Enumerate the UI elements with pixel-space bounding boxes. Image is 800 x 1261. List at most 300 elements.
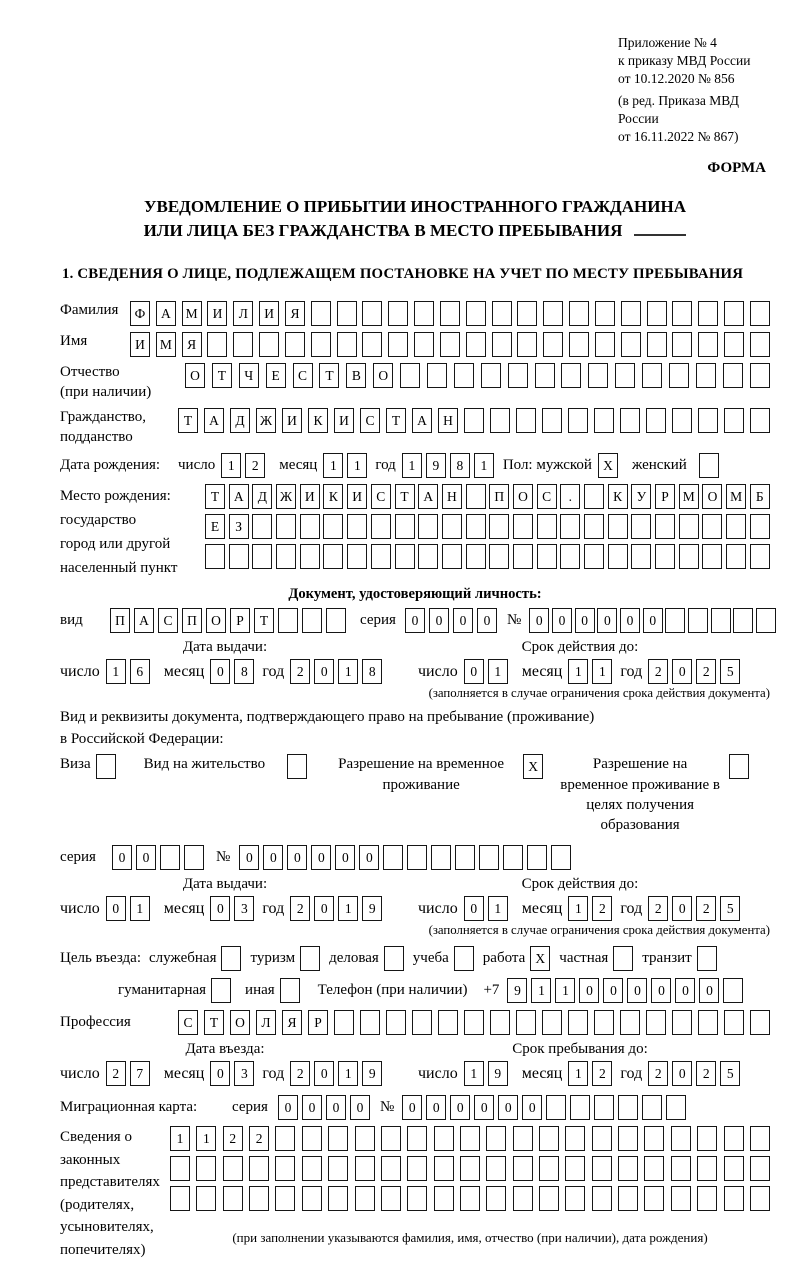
char-box[interactable]: 2 [648,1061,668,1086]
char-box[interactable]: 9 [426,453,446,478]
char-box[interactable] [481,363,501,388]
birth-day-boxes[interactable] [221,453,265,478]
char-box[interactable]: 8 [362,659,382,684]
char-box[interactable]: 0 [651,978,671,1003]
char-box[interactable] [503,845,523,870]
residence-issue-year-boxes[interactable] [290,896,382,921]
char-box[interactable]: 7 [130,1061,150,1086]
temp-residence-checkbox[interactable] [523,754,543,779]
birthplace-row2-boxes[interactable] [205,514,770,539]
char-box[interactable] [442,544,462,569]
char-box[interactable] [362,301,382,326]
char-box[interactable] [386,1010,406,1035]
char-box[interactable] [464,1010,484,1035]
char-box[interactable] [702,514,722,539]
char-box[interactable] [381,1126,401,1151]
char-box[interactable]: Б [750,484,770,509]
char-box[interactable] [460,1156,480,1181]
char-box[interactable] [486,1156,506,1181]
char-box[interactable]: О [702,484,722,509]
surname-boxes[interactable] [130,301,770,326]
char-box[interactable] [300,544,320,569]
char-box[interactable] [170,1156,190,1181]
char-box[interactable]: 9 [362,1061,382,1086]
char-box[interactable] [543,332,563,357]
char-box[interactable] [302,608,322,633]
char-box[interactable]: 9 [362,896,382,921]
char-box[interactable]: 1 [474,453,494,478]
char-box[interactable] [584,484,604,509]
char-box[interactable]: 0 [136,845,156,870]
char-box[interactable]: М [726,484,746,509]
edu-residence-checkbox[interactable] [729,754,749,779]
char-box[interactable]: 3 [234,896,254,921]
char-box[interactable] [323,514,343,539]
char-box[interactable]: Я [182,332,202,357]
char-box[interactable] [560,544,580,569]
char-box[interactable]: А [134,608,154,633]
char-box[interactable] [466,544,486,569]
char-box[interactable] [381,1186,401,1211]
char-box[interactable] [665,608,685,633]
char-box[interactable]: Ж [276,484,296,509]
char-box[interactable]: Т [319,363,339,388]
char-box[interactable]: Т [204,1010,224,1035]
birth-year-boxes[interactable] [402,453,494,478]
char-box[interactable]: 1 [347,453,367,478]
char-box[interactable] [724,1126,744,1151]
char-box[interactable] [724,1010,744,1035]
char-box[interactable]: 0 [210,1061,230,1086]
char-box[interactable]: 2 [592,896,612,921]
char-box[interactable]: Т [205,484,225,509]
char-box[interactable] [723,363,743,388]
char-box[interactable]: А [229,484,249,509]
char-box[interactable] [170,1186,190,1211]
char-box[interactable] [697,946,717,971]
char-box[interactable] [750,332,770,357]
purpose-other-checkbox[interactable] [280,978,300,1003]
char-box[interactable] [726,544,746,569]
char-box[interactable]: 5 [720,896,740,921]
char-box[interactable]: К [308,408,328,433]
char-box[interactable] [750,514,770,539]
char-box[interactable] [570,1095,590,1120]
char-box[interactable] [328,1186,348,1211]
char-box[interactable]: 1 [555,978,575,1003]
char-box[interactable] [699,453,719,478]
char-box[interactable]: 0 [643,608,663,633]
residence-number-boxes[interactable] [239,845,571,870]
char-box[interactable]: 1 [106,659,126,684]
char-box[interactable] [221,946,241,971]
char-box[interactable]: 9 [488,1061,508,1086]
char-box[interactable] [631,514,651,539]
char-box[interactable]: 1 [568,659,588,684]
char-box[interactable] [620,408,640,433]
entry-day-boxes[interactable] [106,1061,150,1086]
char-box[interactable]: И [282,408,302,433]
char-box[interactable] [594,1095,614,1120]
char-box[interactable]: С [360,408,380,433]
char-box[interactable] [592,1156,612,1181]
char-box[interactable] [442,514,462,539]
char-box[interactable] [527,845,547,870]
char-box[interactable] [517,301,537,326]
char-box[interactable] [724,408,744,433]
char-box[interactable]: М [182,301,202,326]
char-box[interactable] [698,332,718,357]
char-box[interactable]: 0 [474,1095,494,1120]
char-box[interactable]: Н [438,408,458,433]
char-box[interactable]: 2 [290,896,310,921]
char-box[interactable] [646,408,666,433]
char-box[interactable] [618,1126,638,1151]
stay-month-boxes[interactable] [568,1061,612,1086]
char-box[interactable]: А [156,301,176,326]
char-box[interactable] [513,1156,533,1181]
char-box[interactable] [412,1010,432,1035]
char-box[interactable] [466,332,486,357]
char-box[interactable] [466,514,486,539]
char-box[interactable] [733,608,753,633]
char-box[interactable]: 0 [287,845,307,870]
char-box[interactable] [252,544,272,569]
char-box[interactable]: 0 [699,978,719,1003]
char-box[interactable]: 0 [326,1095,346,1120]
char-box[interactable]: Е [205,514,225,539]
char-box[interactable]: 0 [311,845,331,870]
char-box[interactable]: 0 [405,608,425,633]
purpose-private-checkbox[interactable] [613,946,633,971]
char-box[interactable] [275,1186,295,1211]
citizenship-boxes[interactable] [178,408,770,433]
char-box[interactable] [698,301,718,326]
char-box[interactable]: О [513,484,533,509]
char-box[interactable] [233,332,253,357]
char-box[interactable] [414,301,434,326]
char-box[interactable]: 0 [429,608,449,633]
char-box[interactable]: 6 [130,659,150,684]
char-box[interactable]: 1 [402,453,422,478]
char-box[interactable]: Л [233,301,253,326]
char-box[interactable]: Т [178,408,198,433]
char-box[interactable]: О [230,1010,250,1035]
char-box[interactable] [455,845,475,870]
char-box[interactable]: 1 [568,896,588,921]
char-box[interactable] [696,363,716,388]
char-box[interactable] [697,1156,717,1181]
char-box[interactable] [551,845,571,870]
char-box[interactable]: 0 [603,978,623,1003]
doc-number-boxes[interactable] [529,608,776,633]
char-box[interactable] [618,1186,638,1211]
entry-month-boxes[interactable] [210,1061,254,1086]
char-box[interactable] [750,544,770,569]
identity-issue-day-boxes[interactable] [106,659,150,684]
char-box[interactable]: Р [308,1010,328,1035]
char-box[interactable] [418,514,438,539]
char-box[interactable] [688,608,708,633]
char-box[interactable] [546,1095,566,1120]
char-box[interactable]: С [537,484,557,509]
char-box[interactable] [434,1186,454,1211]
char-box[interactable]: И [347,484,367,509]
char-box[interactable]: 1 [170,1126,190,1151]
identity-issue-year-boxes[interactable] [290,659,382,684]
char-box[interactable] [560,514,580,539]
char-box[interactable]: Р [230,608,250,633]
char-box[interactable]: 1 [196,1126,216,1151]
char-box[interactable] [508,363,528,388]
char-box[interactable] [407,1126,427,1151]
char-box[interactable] [184,845,204,870]
char-box[interactable] [569,332,589,357]
char-box[interactable]: 0 [450,1095,470,1120]
char-box[interactable] [490,408,510,433]
char-box[interactable] [355,1156,375,1181]
char-box[interactable]: 1 [323,453,343,478]
char-box[interactable] [486,1126,506,1151]
char-box[interactable] [750,408,770,433]
char-box[interactable] [723,978,743,1003]
char-box[interactable] [486,1186,506,1211]
char-box[interactable] [655,544,675,569]
char-box[interactable]: 1 [531,978,551,1003]
char-box[interactable] [608,544,628,569]
char-box[interactable] [278,608,298,633]
char-box[interactable] [414,332,434,357]
char-box[interactable] [543,301,563,326]
char-box[interactable] [328,1126,348,1151]
char-box[interactable]: 0 [112,845,132,870]
char-box[interactable] [621,301,641,326]
char-box[interactable]: 1 [130,896,150,921]
char-box[interactable] [655,514,675,539]
char-box[interactable]: 2 [245,453,265,478]
char-box[interactable] [537,514,557,539]
char-box[interactable]: А [412,408,432,433]
char-box[interactable] [492,332,512,357]
char-box[interactable]: . [560,484,580,509]
char-box[interactable]: И [300,484,320,509]
purpose-humanitarian-checkbox[interactable] [211,978,231,1003]
char-box[interactable] [672,301,692,326]
char-box[interactable]: 2 [648,896,668,921]
char-box[interactable] [588,363,608,388]
purpose-commercial-checkbox[interactable] [384,946,404,971]
char-box[interactable]: 2 [696,1061,716,1086]
char-box[interactable] [300,514,320,539]
legal-reps-row3-boxes[interactable] [170,1186,770,1211]
char-box[interactable]: 1 [488,659,508,684]
char-box[interactable] [561,363,581,388]
char-box[interactable]: М [679,484,699,509]
char-box[interactable] [750,1156,770,1181]
char-box[interactable] [275,1156,295,1181]
birthplace-row1-boxes[interactable] [205,484,770,509]
char-box[interactable] [642,363,662,388]
char-box[interactable]: 0 [106,896,126,921]
doc-series-boxes[interactable] [405,608,497,633]
char-box[interactable] [672,408,692,433]
identity-issue-month-boxes[interactable] [210,659,254,684]
char-box[interactable] [302,1156,322,1181]
char-box[interactable]: 5 [720,1061,740,1086]
char-box[interactable] [724,1186,744,1211]
char-box[interactable]: X [530,946,550,971]
char-box[interactable]: С [371,484,391,509]
char-box[interactable]: П [110,608,130,633]
char-box[interactable]: 0 [522,1095,542,1120]
char-box[interactable] [618,1095,638,1120]
purpose-study-checkbox[interactable] [454,946,474,971]
char-box[interactable]: О [206,608,226,633]
char-box[interactable] [584,544,604,569]
char-box[interactable] [328,1156,348,1181]
char-box[interactable]: Т [395,484,415,509]
char-box[interactable] [613,946,633,971]
char-box[interactable] [438,1010,458,1035]
char-box[interactable]: Д [252,484,272,509]
char-box[interactable] [347,514,367,539]
char-box[interactable] [490,1010,510,1035]
char-box[interactable]: 0 [672,1061,692,1086]
char-box[interactable] [223,1156,243,1181]
char-box[interactable] [679,544,699,569]
char-box[interactable] [750,363,770,388]
char-box[interactable] [698,1010,718,1035]
char-box[interactable]: О [185,363,205,388]
char-box[interactable] [275,1126,295,1151]
char-box[interactable] [418,544,438,569]
char-box[interactable] [539,1126,559,1151]
char-box[interactable] [724,332,744,357]
doc-type-boxes[interactable] [110,608,346,633]
char-box[interactable] [568,1010,588,1035]
char-box[interactable] [196,1186,216,1211]
char-box[interactable] [434,1156,454,1181]
char-box[interactable]: Ж [256,408,276,433]
char-box[interactable] [427,363,447,388]
char-box[interactable] [337,301,357,326]
char-box[interactable] [276,544,296,569]
char-box[interactable]: 9 [507,978,527,1003]
char-box[interactable]: Т [386,408,406,433]
char-box[interactable]: 0 [302,1095,322,1120]
char-box[interactable] [311,332,331,357]
char-box[interactable]: Т [254,608,274,633]
char-box[interactable]: 0 [579,978,599,1003]
char-box[interactable]: 0 [426,1095,446,1120]
char-box[interactable] [440,332,460,357]
stay-day-boxes[interactable] [464,1061,508,1086]
stay-year-boxes[interactable] [648,1061,740,1086]
char-box[interactable] [750,301,770,326]
char-box[interactable]: 2 [106,1061,126,1086]
char-box[interactable] [568,408,588,433]
char-box[interactable] [492,301,512,326]
legal-reps-row2-boxes[interactable] [170,1156,770,1181]
char-box[interactable] [594,408,614,433]
char-box[interactable] [666,1095,686,1120]
identity-valid-month-boxes[interactable] [568,659,612,684]
char-box[interactable] [697,1126,717,1151]
char-box[interactable] [615,363,635,388]
char-box[interactable]: 5 [720,659,740,684]
char-box[interactable] [205,544,225,569]
char-box[interactable] [460,1186,480,1211]
char-box[interactable]: 0 [675,978,695,1003]
char-box[interactable] [371,514,391,539]
char-box[interactable]: Я [282,1010,302,1035]
char-box[interactable] [671,1186,691,1211]
char-box[interactable] [756,608,776,633]
char-box[interactable] [207,332,227,357]
char-box[interactable] [407,1186,427,1211]
char-box[interactable]: П [489,484,509,509]
char-box[interactable] [620,1010,640,1035]
char-box[interactable]: 0 [464,659,484,684]
char-box[interactable]: 0 [672,659,692,684]
char-box[interactable]: 1 [464,1061,484,1086]
char-box[interactable] [407,1156,427,1181]
char-box[interactable]: 0 [239,845,259,870]
residence-issue-month-boxes[interactable] [210,896,254,921]
char-box[interactable] [249,1186,269,1211]
char-box[interactable] [644,1186,664,1211]
char-box[interactable]: К [323,484,343,509]
char-box[interactable] [407,845,427,870]
char-box[interactable] [489,514,509,539]
char-box[interactable]: Д [230,408,250,433]
char-box[interactable] [542,1010,562,1035]
char-box[interactable]: 0 [335,845,355,870]
char-box[interactable] [516,1010,536,1035]
char-box[interactable] [347,544,367,569]
entry-year-boxes[interactable] [290,1061,382,1086]
char-box[interactable] [96,754,116,779]
identity-valid-year-boxes[interactable] [648,659,740,684]
identity-valid-day-boxes[interactable] [464,659,508,684]
char-box[interactable]: 1 [221,453,241,478]
char-box[interactable]: С [293,363,313,388]
char-box[interactable] [729,754,749,779]
char-box[interactable]: В [346,363,366,388]
char-box[interactable] [223,1186,243,1211]
char-box[interactable]: 0 [278,1095,298,1120]
char-box[interactable]: 0 [210,896,230,921]
char-box[interactable] [395,514,415,539]
char-box[interactable]: Л [256,1010,276,1035]
char-box[interactable]: 0 [359,845,379,870]
char-box[interactable]: 0 [314,1061,334,1086]
char-box[interactable] [513,1126,533,1151]
char-box[interactable] [311,301,331,326]
char-box[interactable] [539,1186,559,1211]
char-box[interactable] [249,1156,269,1181]
char-box[interactable] [750,1186,770,1211]
char-box[interactable] [229,544,249,569]
char-box[interactable] [454,363,474,388]
char-box[interactable]: 0 [620,608,640,633]
char-box[interactable]: 1 [488,896,508,921]
char-box[interactable] [388,332,408,357]
char-box[interactable] [384,946,404,971]
residence-issue-day-boxes[interactable] [106,896,150,921]
char-box[interactable] [489,544,509,569]
char-box[interactable] [337,332,357,357]
